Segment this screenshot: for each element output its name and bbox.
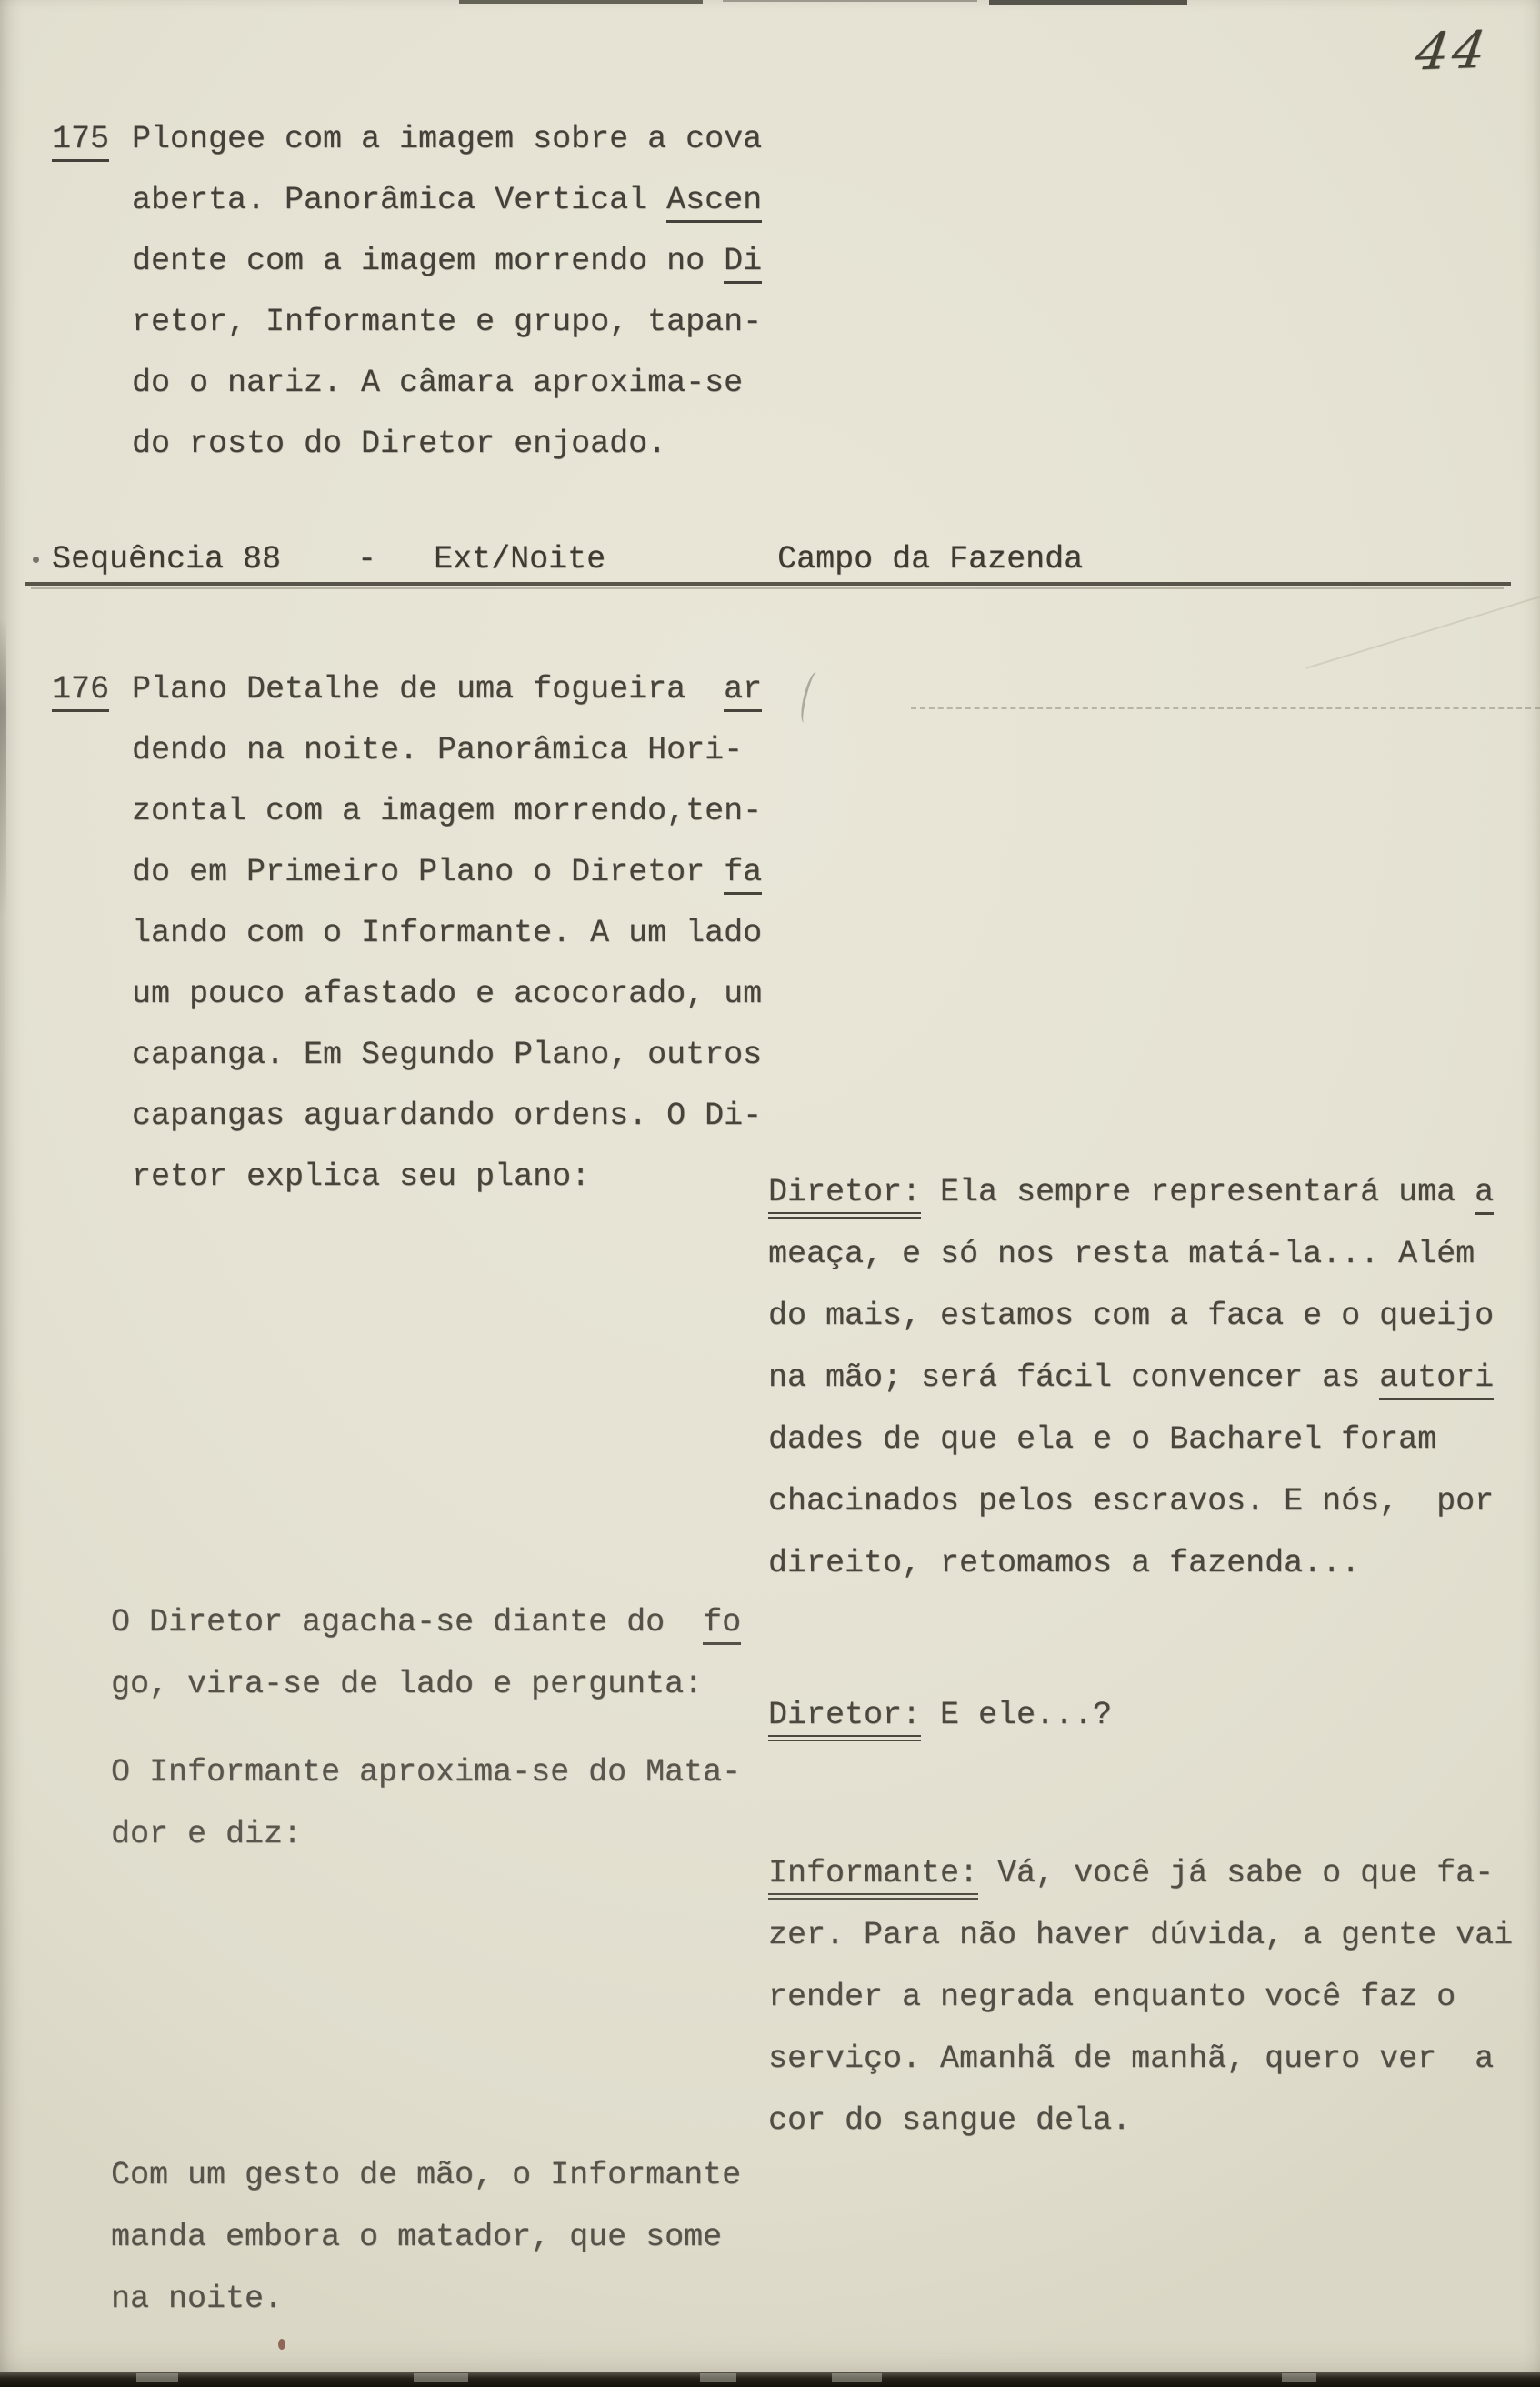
text-segment: Vá, você já sabe o que fa- — [978, 1855, 1495, 1891]
text-segment: Plongee com a imagem sobre a cova — [132, 121, 763, 157]
text-segment: fo — [703, 1604, 741, 1645]
text-line — [111, 1741, 741, 1803]
text-segment: go, vira-se de lado e pergunta: — [111, 1666, 704, 1702]
text-line — [52, 532, 1083, 587]
text-line — [111, 1653, 741, 1715]
text-line — [132, 170, 762, 231]
text-segment: na noite. — [111, 2281, 284, 2317]
text-segment: dente com a imagem morrendo no — [132, 243, 725, 279]
text-line — [768, 1285, 1494, 1347]
scene-175-action — [132, 109, 762, 475]
scan-edge-notch — [1282, 2373, 1316, 2382]
text-line — [768, 1470, 1494, 1532]
text-line — [132, 964, 762, 1025]
text-line — [132, 720, 762, 781]
scan-edge-top-artifact — [459, 0, 703, 4]
faint-smudge-line-artifact — [911, 707, 1540, 709]
sequence-heading-underline — [25, 582, 1511, 586]
text-segment: Ela sempre representará uma — [921, 1174, 1475, 1210]
text-segment: Di — [724, 243, 762, 284]
text-line — [768, 1223, 1494, 1285]
speaker-label: Informante: — [768, 1855, 978, 1900]
scan-edge-notch — [832, 2373, 882, 2382]
text-line — [768, 1161, 1494, 1223]
text-line — [132, 903, 762, 964]
speaker-label: Diretor: — [768, 1697, 921, 1741]
scan-edge-notch — [414, 2373, 468, 2382]
text-line — [111, 2268, 741, 2330]
text-line — [111, 2206, 741, 2268]
text-segment: Plano Detalhe de uma fogueira — [132, 671, 725, 707]
director-dialogue-2 — [768, 1684, 1112, 1746]
text-line — [768, 1409, 1494, 1470]
text-line — [132, 1086, 762, 1147]
text-segment: lando com o Informante. A um lado — [132, 915, 763, 951]
text-segment: dor e diz: — [111, 1816, 303, 1852]
text-segment: fa — [724, 854, 762, 895]
text-line — [111, 1591, 741, 1653]
text-line — [768, 1532, 1494, 1594]
text-segment: zer. Para não haver dúvida, a gente vai — [768, 1917, 1514, 1953]
text-line — [132, 292, 762, 353]
text-segment: um pouco afastado e acocorado, um — [132, 976, 763, 1012]
action-informant-approaches — [111, 1741, 741, 1865]
text-segment: manda embora o matador, que some — [111, 2219, 723, 2255]
left-edge-smudge-artifact — [0, 618, 6, 918]
text-segment: na mão; será fácil convencer as — [768, 1359, 1380, 1396]
text-line — [111, 1803, 741, 1865]
text-segment: do em Primeiro Plano o Diretor — [132, 854, 725, 890]
margin-dot-artifact — [33, 557, 39, 563]
text-segment: retor, Informante e grupo, tapan- — [132, 304, 763, 340]
scene-175-number — [52, 109, 109, 170]
action-director-crouches — [111, 1591, 741, 1715]
action-informant-dismisses — [111, 2144, 741, 2330]
text-line — [132, 1025, 762, 1086]
text-segment: Ascen — [666, 182, 762, 223]
text-line — [768, 1842, 1513, 1904]
text-line — [111, 2144, 741, 2206]
text-segment: do rosto do Diretor enjoado. — [132, 426, 667, 462]
text-line — [132, 414, 762, 475]
text-line — [132, 842, 762, 903]
text-line — [132, 109, 762, 170]
director-dialogue-1 — [768, 1161, 1494, 1594]
text-segment: 176 — [52, 671, 109, 712]
scratch-artifact — [1305, 587, 1540, 669]
text-segment: direito, retomamos a fazenda... — [768, 1545, 1361, 1581]
red-speck-artifact — [278, 2339, 285, 2350]
text-segment: retor explica seu plano: — [132, 1158, 591, 1195]
text-segment: do mais, estamos com a faca e o queijo — [768, 1298, 1495, 1334]
scene-176-action — [132, 659, 762, 1208]
sequence-88-heading — [52, 532, 1083, 587]
text-line — [768, 2090, 1513, 2151]
pen-mark-artifact — [797, 670, 824, 725]
informant-dialogue — [768, 1842, 1513, 2151]
handwritten-page-number: 44 — [1412, 20, 1494, 83]
text-segment: render a negrada enquanto você faz o — [768, 1979, 1456, 2015]
text-segment: dades de que ela e o Bacharel foram — [768, 1421, 1437, 1458]
text-line — [52, 109, 109, 170]
text-segment: a — [1475, 1174, 1494, 1215]
sequence-heading-underline-echo — [31, 587, 1504, 589]
text-line — [768, 2028, 1513, 2090]
text-segment: O Diretor agacha-se diante do — [111, 1604, 704, 1640]
scan-edge-top-artifact — [989, 0, 1187, 5]
text-line — [768, 1904, 1513, 1966]
text-line — [132, 353, 762, 414]
text-segment: capangas aguardando ordens. O Di- — [132, 1098, 763, 1134]
text-line — [132, 1147, 762, 1208]
scan-edge-notch — [700, 2373, 736, 2382]
scan-edge-notch — [136, 2373, 178, 2382]
scene-176-number — [52, 659, 109, 720]
text-segment: aberta. Panorâmica Vertical — [132, 182, 667, 218]
text-line — [768, 1684, 1112, 1746]
text-segment: Com um gesto de mão, o Informante — [111, 2157, 742, 2193]
text-line — [52, 659, 109, 720]
text-line — [768, 1966, 1513, 2028]
text-segment: capanga. Em Segundo Plano, outros — [132, 1037, 763, 1073]
speaker-label: Diretor: — [768, 1174, 921, 1219]
text-segment: autori — [1379, 1359, 1494, 1400]
text-segment: ar — [724, 671, 762, 712]
text-segment: 175 — [52, 121, 109, 162]
text-line — [768, 1347, 1494, 1409]
scan-edge-top-artifact — [723, 0, 977, 2]
text-segment: dendo na noite. Panorâmica Hori- — [132, 732, 744, 768]
text-segment: cor do sangue dela. — [768, 2102, 1132, 2139]
text-segment: do o nariz. A câmara aproxima-se — [132, 365, 744, 401]
text-segment: O Informante aproxima-se do Mata- — [111, 1754, 742, 1790]
text-line — [132, 231, 762, 292]
text-segment: E ele...? — [921, 1697, 1113, 1733]
text-segment: Sequência 88 - Ext/Noite Campo da Fazenda — [52, 541, 1084, 577]
text-segment: meaça, e só nos resta matá-la... Além — [768, 1236, 1475, 1272]
text-segment: chacinados pelos escravos. E nós, por — [768, 1483, 1495, 1519]
text-segment: zontal com a imagem morrendo,ten- — [132, 793, 763, 829]
text-segment: serviço. Amanhã de manhã, quero ver a — [768, 2041, 1495, 2077]
text-line — [132, 659, 762, 720]
text-line — [132, 781, 762, 842]
